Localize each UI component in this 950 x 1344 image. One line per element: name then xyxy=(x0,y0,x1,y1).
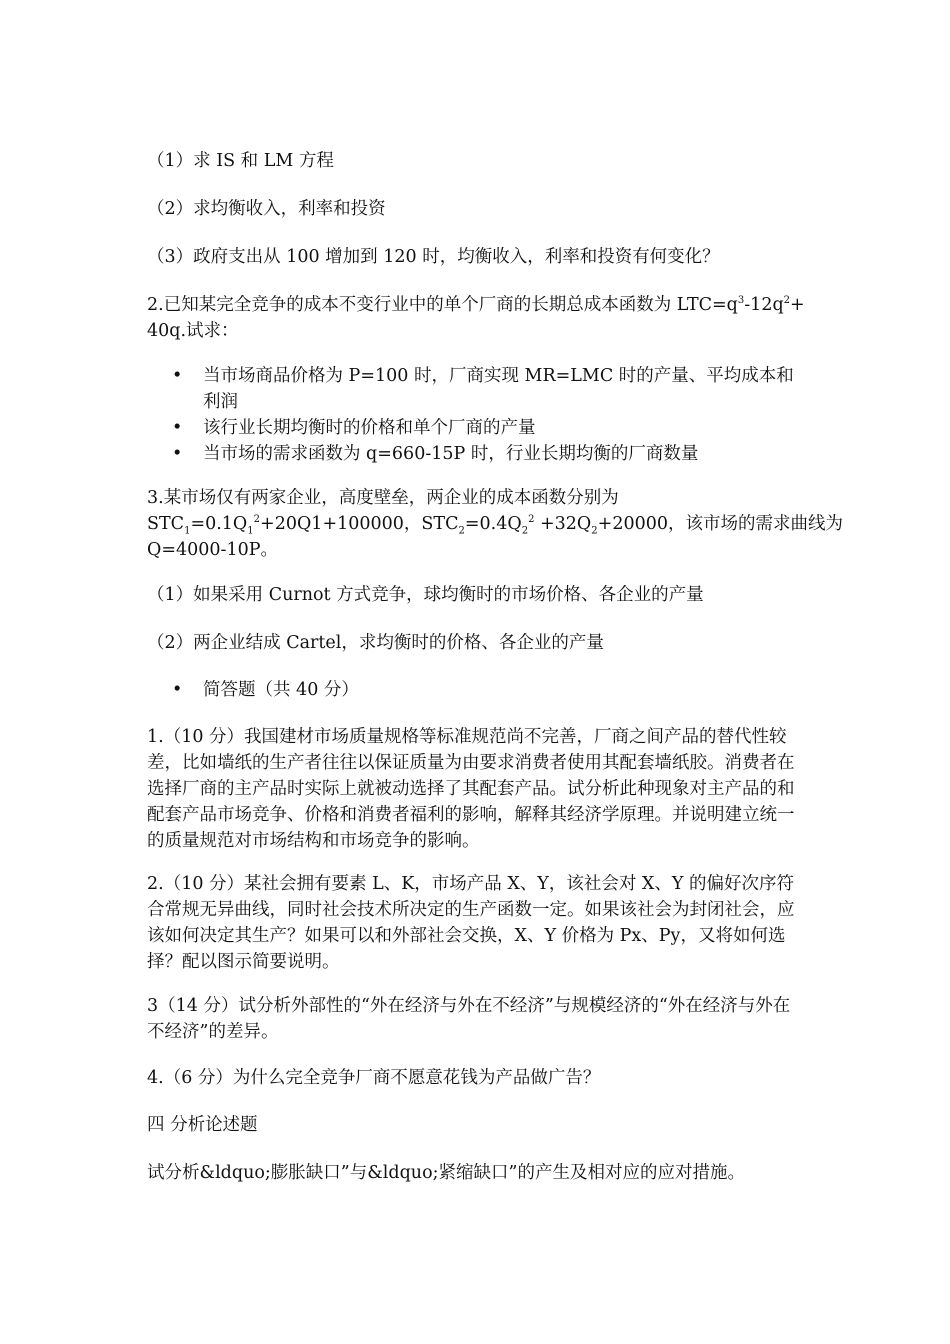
q3-stc1-rest: +20Q1+100000，STC xyxy=(260,514,459,534)
q3-q2-exp: 2 xyxy=(528,514,535,526)
q1-subquestion-2: （2）求均衡收入，利率和投资 xyxy=(147,199,386,219)
q3-stc2-coef: =0.4Q xyxy=(464,514,522,534)
q3-q1-sub: 1 xyxy=(247,525,254,537)
q3-line-3: Q=4000-10P。 xyxy=(147,540,279,560)
q2-stem-text: 2.已知某完全竞争的成本不变行业中的单个厂商的长期总成本函数为 LTC=q xyxy=(147,295,738,315)
q3-line-2 xyxy=(147,511,843,537)
q2-exponent-2: 2 xyxy=(783,295,791,307)
short-answer-3: 3（14 分）试分析外部性的“外在经济与外在不经济”与规模经济的“外在经济与外在不经济”的差异。 xyxy=(147,996,791,1042)
q3-stc2-rest: +20000，该市场的需求曲线为 xyxy=(597,514,843,534)
short-answer-2: 2.（10 分）某社会拥有要素 L、K，市场产品 X、Y，该社会对 X、Y 的偏好次序符合常规无异曲线，同时社会技术所决定的生产函数一定。如果该社会为封闭社会，应该如何决定其生产？如果可以和外部社会交换，X、Y 价格为 Px、Py，又将如何选择？配以图示简要说明。 xyxy=(147,874,795,972)
q2-stem xyxy=(147,292,807,344)
q2-stem-end: +40q.试求： xyxy=(147,295,805,341)
q3-subquestion-2: （2）两企业结成 Cartel，求均衡时的价格、各企业的产量 xyxy=(147,633,604,653)
q2-stem-mid: -12q xyxy=(744,295,784,315)
section3-heading-list xyxy=(147,677,807,703)
short-answer-4: 4.（6 分）为什么完全竞争厂商不愿意花钱为产品做广告？ xyxy=(147,1068,601,1088)
q3-stc1-label: STC xyxy=(147,514,185,534)
short-answer-1: 1.（10 分）我国建材市场质量规格等标准规范尚不完善，厂商之间产品的替代性较差，比如墙纸的生产者往往以保证质量为由要求消费者使用其配套墙纸胶。消费者在选择厂商的主产品时实际上就被动选择了其配套产品。试分析此种现象对主产品的和配套产品市场竞争、价格和消费者福利的影响，解释其经济学原理。并说明建立统一的质量规范对市场结构和市场竞争的影响。 xyxy=(147,727,795,851)
q2-bullet-list xyxy=(147,363,807,467)
q2-bullet-3: • 当市场的需求函数为 q=660-15P 时，行业长期均衡的厂商数量 xyxy=(147,441,807,467)
q3-line-1: 3.某市场仅有两家企业，高度壁垒，两企业的成本函数分别为 xyxy=(147,488,619,508)
section4-question: 试分析&ldquo;膨胀缺口”与&ldquo;紧缩缺口”的产生及相对应的应对措施。 xyxy=(147,1163,745,1183)
q3-subquestion-1: （1）如果采用 Curnot 方式竞争，球均衡时的市场价格、各企业的产量 xyxy=(147,585,704,605)
q3-q2-linear-sub: 2 xyxy=(591,525,598,537)
q1-subquestion-1: （1）求 IS 和 LM 方程 xyxy=(147,151,334,171)
q2-exponent-3: 3 xyxy=(737,295,745,307)
q2-bullet-1: • 当市场商品价格为 P=100 时，厂商实现 MR=LMC 时的产量、平均成本和利润 xyxy=(147,363,807,415)
q3-q2-sub: 2 xyxy=(521,525,529,537)
q3-stc2-sub: 2 xyxy=(458,525,465,537)
q2-bullet-2: • 该行业长期均衡时的价格和单个厂商的产量 xyxy=(147,415,807,441)
q3-q1-exp: 2 xyxy=(253,514,261,526)
q3-stc1-sub: 1 xyxy=(184,525,191,537)
q1-subquestion-3: （3）政府支出从 100 增加到 120 时，均衡收入，利率和投资有何变化？ xyxy=(147,247,720,267)
section4-heading: 四 分析论述题 xyxy=(147,1115,258,1135)
q3-stem xyxy=(147,485,843,563)
q3-stc1-coef: =0.1Q xyxy=(190,514,248,534)
section3-heading: • 简答题（共 40 分） xyxy=(147,677,807,703)
q3-stc2-linear: +32Q xyxy=(534,514,592,534)
